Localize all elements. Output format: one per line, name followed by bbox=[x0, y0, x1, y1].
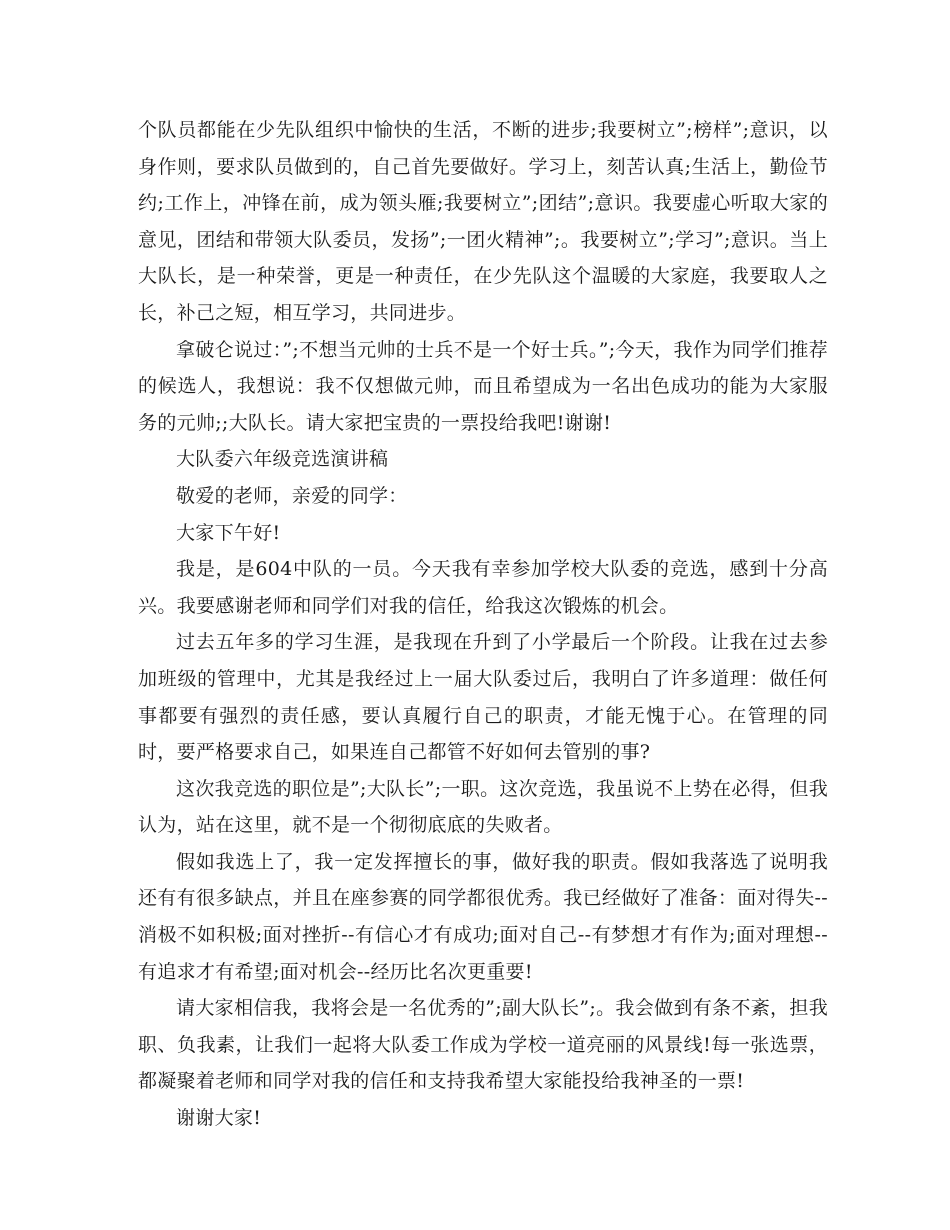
greeting: 大家下午好! bbox=[176, 521, 281, 544]
speech-title: 大队委六年级竞选演讲稿 bbox=[176, 448, 389, 471]
paragraph-position: 这次我竞选的职位是”;大队长”;一职。这次竞选，我虽说不上势在必得，但我认为，站在这里，就不是一个彻彻底底的失败者。 bbox=[138, 777, 828, 837]
paragraph-experience: 过去五年多的学习生涯，是我现在升到了小学最后一个阶段。让我在过去参加班级的管理中，尤其是我经过上一届大队委过后，我明白了许多道理：做任何事都要有强烈的责任感，要认真履行自己的职责，才能无愧于心。在管理的同时，要严格要求自己，如果连自己都管不好如何去管别的事? bbox=[138, 631, 828, 764]
salutation: 敬爱的老师，亲爱的同学： bbox=[176, 484, 408, 507]
closing-thanks: 谢谢大家! bbox=[176, 1107, 262, 1130]
paragraph-continued: 个队员都能在少先队组织中愉快的生活，不断的进步;我要树立”;榜样”;意识，以身作则，要求队员做到的，自己首先要做好。学习上，刻苦认真;生活上，勤俭节约;工作上，冲锋在前，成为领头雁;我要树立”;团结”;意识。我要虚心听取大家的意见，团结和带领大队委员，发扬”;一团火精神”;。我要树立”;学习”;意识。当上大队长，是一种荣誉，更是一种责任，在少先队这个温暖的大家庭，我要取人之长，补己之短，相互学习，共同进步。 bbox=[138, 119, 828, 324]
paragraph-readiness: 假如我选上了，我一定发挥擅长的事，做好我的职责。假如我落选了说明我还有有很多缺点，并且在座参赛的同学都很优秀。我已经做好了准备：面对得失--消极不如积极;面对挫折--有信心才有成功;面对自己--有梦想才有作为;面对理想--有追求才有希望;面对机会--经历比名次更重要! bbox=[138, 850, 828, 983]
document-body bbox=[138, 112, 828, 1137]
paragraph-introduction: 我是，是604中队的一员。今天我有幸参加学校大队委的竞选，感到十分高兴。我要感谢老师和同学们对我的信任，给我这次锻炼的机会。 bbox=[138, 558, 828, 617]
paragraph-napoleon-quote: 拿破仑说过：”;不想当元帅的士兵不是一个好士兵。”;今天，我作为同学们推荐的候选人，我想说：我不仅想做元帅，而且希望成为一名出色成功的能为大家服务的元帅;;大队长。请大家把宝贵的一票投给我吧!谢谢! bbox=[138, 338, 828, 434]
paragraph-appeal: 请大家相信我，我将会是一名优秀的”;副大队长”;。我会做到有条不紊，担我职、负我素，让我们一起将大队委工作成为学校一道亮丽的风景线!每一张选票，都凝聚着老师和同学对我的信任和支持我希望大家能投给我神圣的一票! bbox=[138, 997, 828, 1093]
